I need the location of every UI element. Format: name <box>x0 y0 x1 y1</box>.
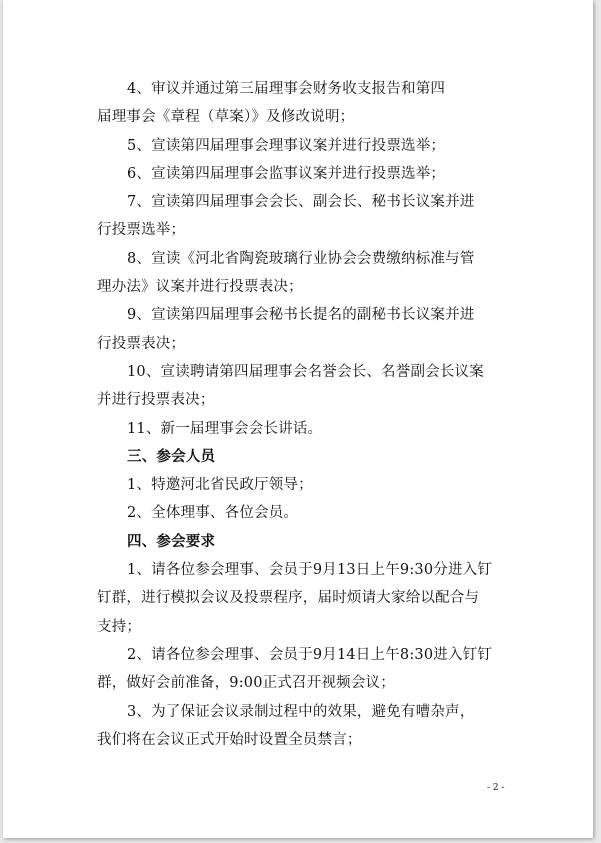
agenda-item-10: 10、宣读聘请第四届理事会名誉会长、名誉副会长议案 并进行投票表决； <box>97 363 484 409</box>
requirement-item-2: 2、请各位参会理事、会员于9月14日上午8:30进入钉钉 群，做好会前准备，9:00正式召开视频会议； <box>97 646 493 692</box>
requirement-item-3: 3、为了保证会议录制过程中的效果，避免有嘈杂声， 我们将在会议正式开始时设置全员禁言； <box>97 703 475 748</box>
agenda-item-11: 11、新一届理事会会长讲话。 <box>127 420 323 437</box>
section-heading-requirements: 四、参会要求 <box>127 532 216 550</box>
requirement-item-1: 1、请各位参会理事、会员于9月13日上午9:30分进入钉 钉群，进行模拟会议及投票程序，届时烦请大家给以配合与 支持； <box>97 562 493 635</box>
agenda-item-8: 8、宣读《河北省陶瓷玻璃行业协会会费缴纳标准与管 理办法》议案并进行投票表决； <box>97 250 475 296</box>
agenda-item-7: 7、宣读第四届理事会会长、副会长、秘书长议案并进 行投票选举； <box>97 194 475 239</box>
attendee-item-1: 1、特邀河北省民政厅领导； <box>127 477 313 494</box>
agenda-item-4: 4、审议并通过第三届理事会财务收支报告和第四 届理事会《章程（草案）》及修改说明； <box>97 81 446 126</box>
attendee-item-2: 2、全体理事、各位会员。 <box>127 505 299 522</box>
section-heading-attendees: 三、参会人员 <box>127 447 216 465</box>
agenda-item-5: 5、宣读第四届理事会理事议案并进行投票选举； <box>127 137 446 154</box>
page-number: - 2 - <box>487 783 505 793</box>
agenda-item-6: 6、宣读第四届理事会监事议案并进行投票选举； <box>127 165 446 182</box>
agenda-item-9: 9、宣读第四届理事会秘书长提名的副秘书长议案并进 行投票表决； <box>97 307 475 352</box>
document-page <box>3 0 593 838</box>
document-body <box>97 75 517 754</box>
